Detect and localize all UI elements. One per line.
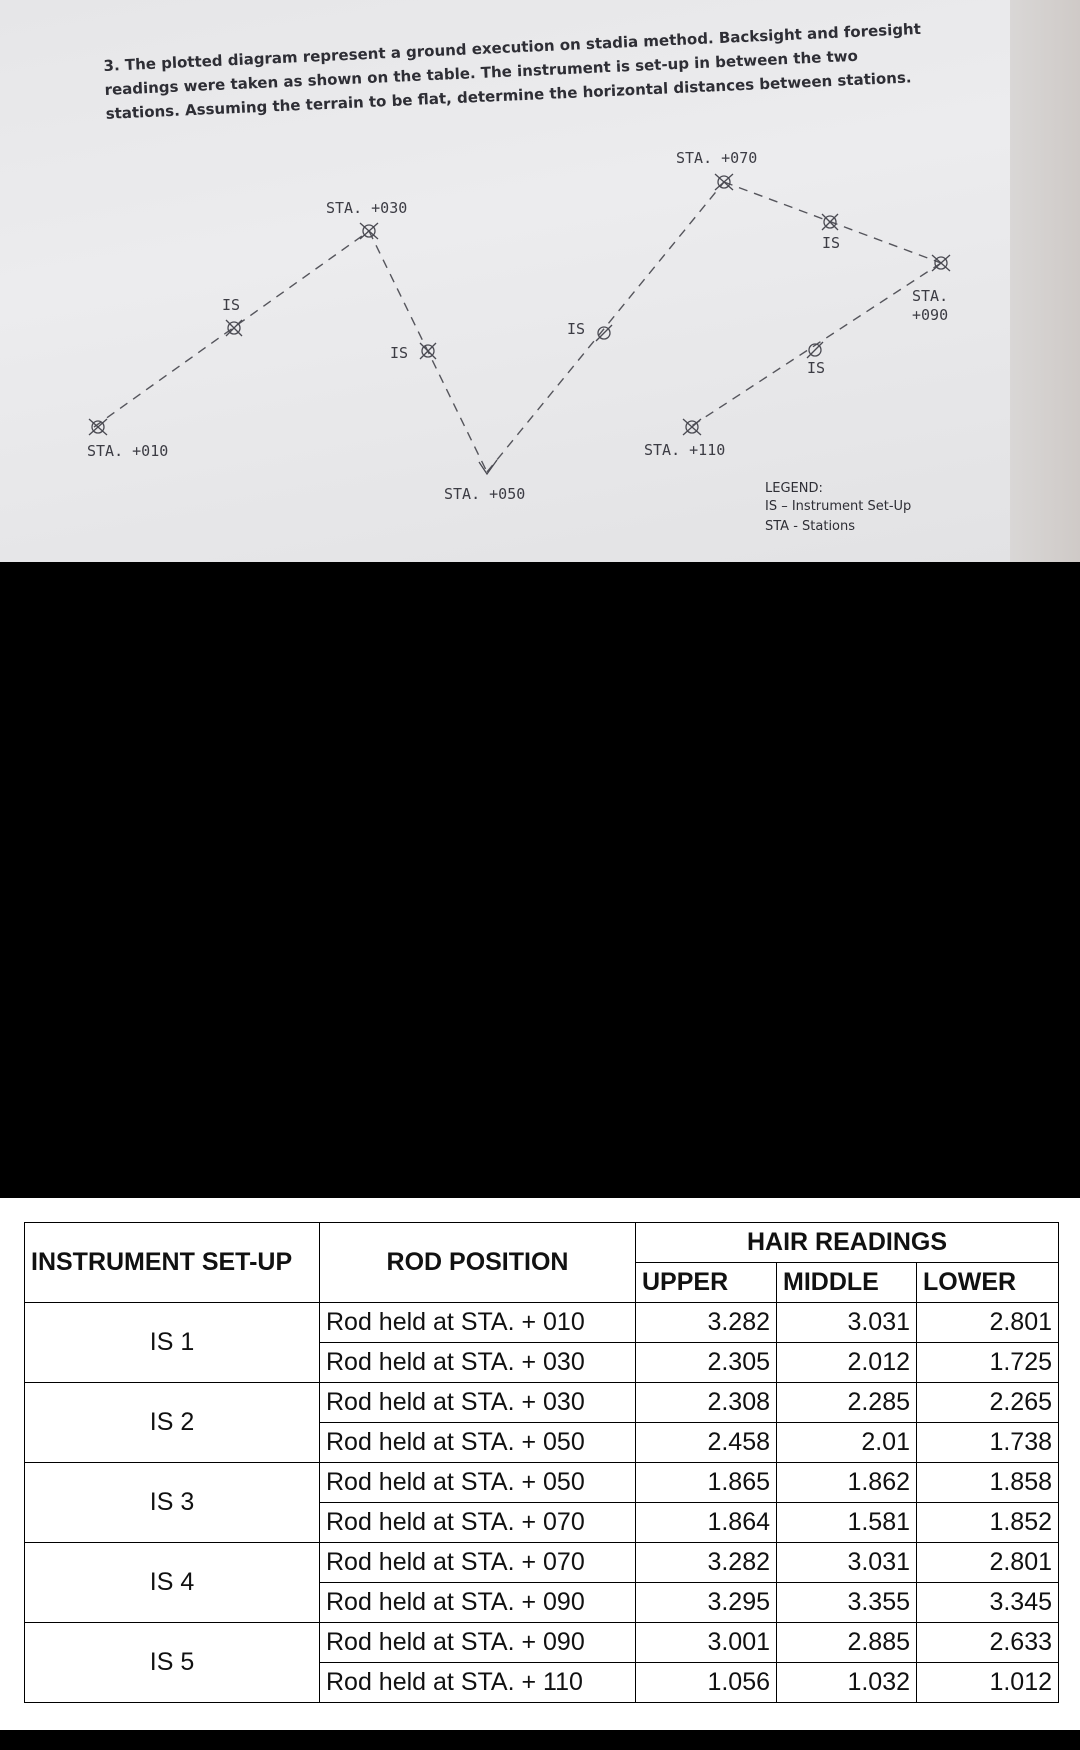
middle-reading-cell: 3.355	[777, 1583, 917, 1623]
station-label-050: STA. +050	[444, 485, 526, 503]
rod-position-cell: Rod held at STA. + 090	[320, 1583, 636, 1623]
instrument-setup-cell: IS 5	[25, 1623, 320, 1703]
instrument-label: IS	[390, 344, 409, 362]
station-marker-icon	[932, 255, 950, 271]
lower-reading-cell: 1.852	[917, 1503, 1059, 1543]
rod-position-cell: Rod held at STA. + 050	[320, 1423, 636, 1463]
station-markers	[89, 174, 950, 474]
legend-title: LEGEND:	[765, 481, 823, 496]
middle-reading-cell: 2.01	[777, 1423, 917, 1463]
station-marker-icon	[89, 419, 107, 435]
upper-reading-cell: 1.056	[636, 1663, 777, 1703]
line-090-110	[690, 263, 941, 427]
instrument-marker-icon	[420, 343, 436, 359]
station-label-090-line2: +090	[912, 306, 949, 324]
instrument-markers	[226, 214, 841, 359]
station-marker-icon	[360, 223, 378, 239]
lower-reading-cell: 3.345	[917, 1583, 1059, 1623]
table-row	[25, 1623, 1059, 1663]
table-row	[25, 1463, 1059, 1503]
instrument-marker-icon	[807, 342, 823, 358]
instrument-label: IS	[807, 359, 826, 377]
upper-reading-cell: 3.001	[636, 1623, 777, 1663]
rod-position-cell: Rod held at STA. + 110	[320, 1663, 636, 1703]
lower-reading-cell: 2.801	[917, 1543, 1059, 1583]
instrument-label: IS	[822, 234, 841, 252]
instrument-marker-icon	[226, 320, 242, 336]
rod-position-cell: Rod held at STA. + 050	[320, 1463, 636, 1503]
middle-reading-cell: 1.581	[777, 1503, 917, 1543]
stadia-traverse-diagram	[0, 0, 1080, 562]
rod-position-cell: Rod held at STA. + 090	[320, 1623, 636, 1663]
header-lower: LOWER	[917, 1263, 1059, 1303]
middle-reading-cell: 2.285	[777, 1383, 917, 1423]
problem-statement: 3. The plotted diagram represent a ground execution on stadia method. Backsight and foresight readings were taken as shown on the table. The instrument is set-up in between the two stations. Assuming the terrain to be flat, determine the horizontal distances between stations.	[103, 19, 922, 123]
lower-reading-cell: 1.858	[917, 1463, 1059, 1503]
middle-reading-cell: 3.031	[777, 1303, 917, 1343]
rod-position-cell: Rod held at STA. + 070	[320, 1503, 636, 1543]
station-label-070: STA. +070	[676, 149, 758, 167]
instrument-marker-icon	[596, 325, 612, 341]
header-rod-position: ROD POSITION	[320, 1223, 636, 1303]
upper-reading-cell: 1.865	[636, 1463, 777, 1503]
station-marker-icon	[715, 174, 733, 190]
header-middle: MIDDLE	[777, 1263, 917, 1303]
lower-reading-cell: 2.633	[917, 1623, 1059, 1663]
upper-reading-cell: 3.282	[636, 1543, 777, 1583]
legend-line-instrument: IS – Instrument Set-Up	[765, 499, 912, 514]
upper-reading-cell: 3.282	[636, 1303, 777, 1343]
middle-reading-cell: 2.012	[777, 1343, 917, 1383]
bottom-black-bar	[0, 1730, 1080, 1750]
station-label-090-line1: STA.	[912, 287, 949, 305]
instrument-setup-cell: IS 3	[25, 1463, 320, 1543]
lower-reading-cell: 1.738	[917, 1423, 1059, 1463]
middle-reading-cell: 2.885	[777, 1623, 917, 1663]
instrument-label: IS	[567, 320, 586, 338]
traverse-lines	[94, 182, 941, 472]
legend-line-stations: STA - Stations	[765, 519, 856, 534]
table-body	[25, 1303, 1059, 1703]
table-row	[25, 1543, 1059, 1583]
instrument-label: IS	[222, 296, 241, 314]
upper-reading-cell: 2.458	[636, 1423, 777, 1463]
rod-position-cell: Rod held at STA. + 030	[320, 1383, 636, 1423]
instrument-setup-cell: IS 2	[25, 1383, 320, 1463]
lower-reading-cell: 1.012	[917, 1663, 1059, 1703]
line-010-030	[94, 231, 369, 427]
header-hair-readings: HAIR READINGS	[636, 1223, 1059, 1263]
middle-reading-cell: 1.032	[777, 1663, 917, 1703]
station-marker-icon	[683, 419, 701, 435]
photo-of-worksheet	[0, 0, 1080, 562]
lower-reading-cell: 2.801	[917, 1303, 1059, 1343]
header-upper: UPPER	[636, 1263, 777, 1303]
station-label-030: STA. +030	[326, 199, 408, 217]
instrument-setup-cell: IS 4	[25, 1543, 320, 1623]
table-row	[25, 1383, 1059, 1423]
instrument-marker-icon	[822, 214, 838, 230]
readings-table-panel	[0, 1198, 1080, 1730]
rod-position-cell: Rod held at STA. + 070	[320, 1543, 636, 1583]
table-row	[25, 1303, 1059, 1343]
hair-readings-table	[24, 1222, 1059, 1703]
station-label-110: STA. +110	[644, 441, 726, 459]
middle-reading-cell: 1.862	[777, 1463, 917, 1503]
middle-reading-cell: 3.031	[777, 1543, 917, 1583]
lower-reading-cell: 1.725	[917, 1343, 1059, 1383]
rod-position-cell: Rod held at STA. + 030	[320, 1343, 636, 1383]
upper-reading-cell: 1.864	[636, 1503, 777, 1543]
instrument-setup-cell: IS 1	[25, 1303, 320, 1383]
rod-position-cell: Rod held at STA. + 010	[320, 1303, 636, 1343]
lower-reading-cell: 2.265	[917, 1383, 1059, 1423]
upper-reading-cell: 2.305	[636, 1343, 777, 1383]
station-label-010: STA. +010	[87, 442, 169, 460]
upper-reading-cell: 2.308	[636, 1383, 777, 1423]
header-instrument-setup: INSTRUMENT SET-UP	[25, 1223, 320, 1303]
upper-reading-cell: 3.295	[636, 1583, 777, 1623]
